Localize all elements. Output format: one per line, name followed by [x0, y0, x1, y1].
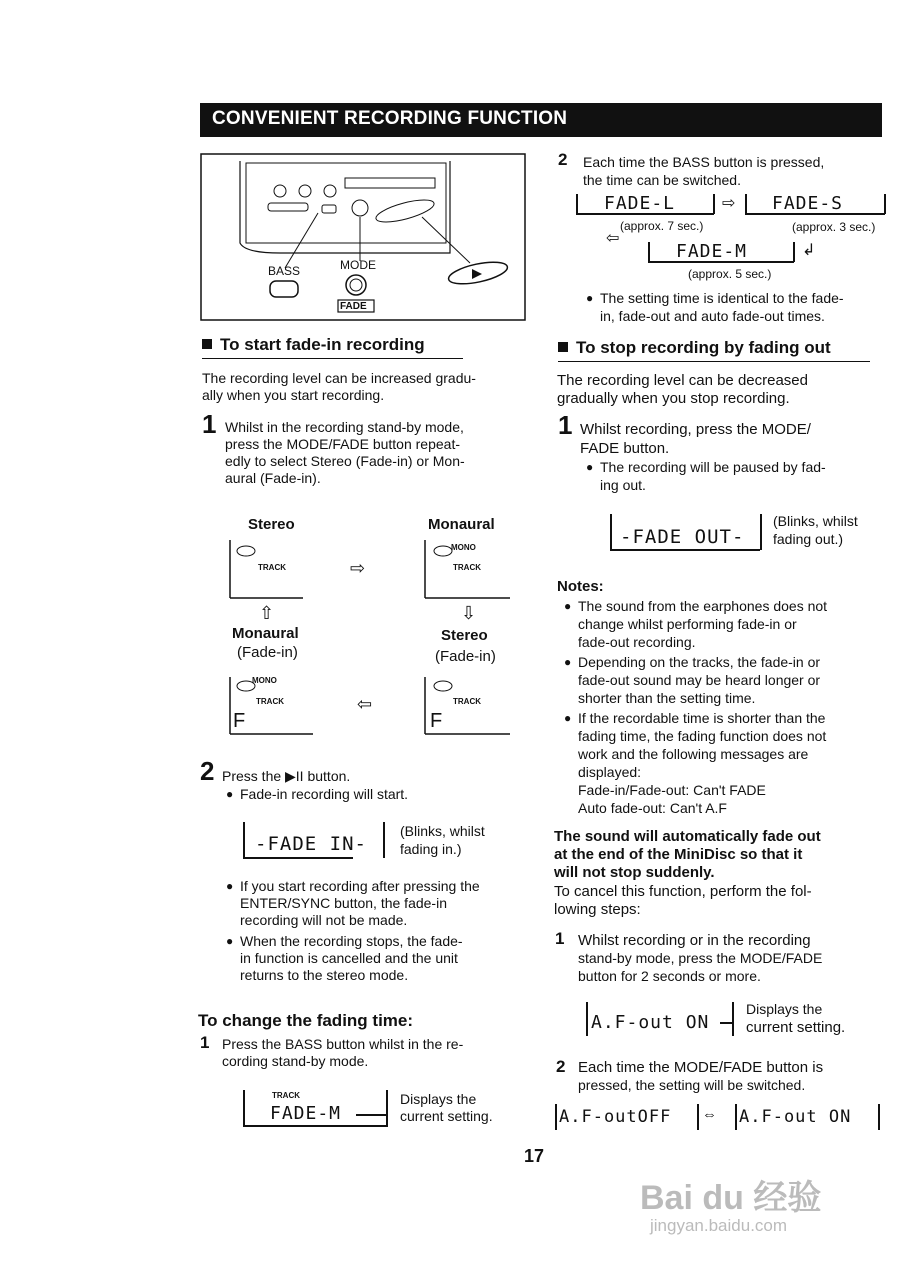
track-label: TRACK	[453, 563, 481, 572]
lcd-fade-m: FADE-M	[676, 241, 748, 262]
cancel-text: lowing steps:	[554, 901, 641, 918]
bullet-text: ● When the recording stops, the fade-	[240, 933, 463, 950]
fade-in-label: (Fade-in)	[237, 644, 298, 661]
bullet-text: ● If you start recording after pressing the	[240, 878, 480, 895]
auto-fade-heading: The sound will automatically fade out	[554, 828, 821, 845]
notes-heading: Notes:	[557, 578, 604, 595]
arrow-up-icon: ⇧	[259, 603, 275, 623]
displays-note: current setting.	[746, 1019, 846, 1036]
lcd-frame	[648, 242, 650, 262]
lcd-frame	[243, 857, 353, 859]
stereo-label: Stereo	[248, 516, 295, 533]
note-text: fade-out recording.	[578, 634, 696, 650]
fade-in-label: (Fade-in)	[435, 648, 496, 665]
pointer-line	[356, 1114, 386, 1116]
bullet-text: ● The setting time is identical to the fade-	[600, 290, 844, 307]
lcd-frame	[732, 1002, 734, 1036]
step-text: Whilst recording or in the recording	[578, 932, 811, 949]
displays-note: current setting.	[400, 1108, 493, 1124]
lcd-frame	[745, 194, 747, 214]
bullet-text: ENTER/SYNC button, the fade-in	[240, 895, 447, 911]
fade-out-intro: gradually when you stop recording.	[557, 390, 790, 407]
lcd-frame	[576, 194, 578, 214]
fade-in-heading: To start fade-in recording	[202, 335, 463, 359]
note-text: displayed:	[578, 764, 642, 780]
step-text: Press the ▶II button.	[222, 768, 351, 784]
watermark-url: jingyan.baidu.com	[650, 1216, 788, 1235]
step-number: 2	[558, 150, 568, 169]
lcd-frame	[760, 514, 762, 550]
arrow-return-icon: ⇦	[606, 230, 620, 247]
fade-in-intro-2: ally when you start recording.	[202, 387, 385, 403]
step-number: 1	[555, 929, 565, 948]
lcd-fade-in: -FADE IN-	[255, 833, 367, 855]
fade-out-intro: The recording level can be decreased	[557, 372, 808, 389]
step-text: press the MODE/FADE button repeat-	[225, 436, 460, 452]
step-text: Whilst in the recording stand-by mode,	[225, 419, 464, 435]
pointer-line	[720, 1022, 734, 1024]
bullet-text: in function is cancelled and the unit	[240, 950, 458, 966]
step-text: aural (Fade-in).	[225, 470, 321, 486]
lcd-fade-out: -FADE OUT-	[620, 526, 745, 548]
lcd-frame	[243, 1090, 245, 1126]
lcd-frame	[610, 549, 760, 551]
step-number: 1	[200, 1033, 210, 1052]
watermark-logo: Bai du 经验	[640, 1179, 822, 1217]
bullet-text: recording will not be made.	[240, 912, 408, 928]
cancel-text: To cancel this function, perform the fol-	[554, 883, 812, 900]
lcd-frame	[793, 242, 795, 262]
displays-note: Displays the	[746, 1001, 823, 1017]
step-text: button for 2 seconds or more.	[578, 968, 761, 984]
lcd-frame	[884, 194, 886, 214]
arrow-right-icon: ⇨	[350, 558, 366, 578]
step-number: 1	[202, 409, 217, 439]
stereo-label: Stereo	[441, 627, 488, 644]
note-text: fading time, the fading function does not	[578, 728, 827, 744]
lcd-frame	[735, 1104, 737, 1130]
step-text: stand-by mode, press the MODE/FADE	[578, 950, 823, 966]
lcd-af-off: A.F-outOFF	[559, 1107, 672, 1127]
arrow-down-icon: ⇩	[461, 603, 477, 623]
bullet-text: ing out.	[600, 477, 646, 493]
note-text: work and the following messages are	[578, 746, 809, 762]
lcd-frame	[697, 1104, 699, 1130]
lcd-fade-m: FADE-M	[270, 1103, 342, 1124]
fade-out-heading: To stop recording by fading out	[558, 338, 870, 362]
blinks-note: (Blinks, whilst	[400, 823, 485, 839]
note-text: Auto fade-out: Can't A.F	[578, 800, 727, 816]
approx-note: (approx. 5 sec.)	[688, 267, 772, 281]
arrow-right-icon: ⇨	[722, 195, 736, 212]
step-text: Each time the BASS button is pressed,	[583, 154, 825, 170]
step-text: edly to select Stereo (Fade-in) or Mon-	[225, 453, 465, 469]
blinks-note: fading out.)	[773, 531, 844, 547]
blinks-note: fading in.)	[400, 841, 462, 857]
step-text: the time can be switched.	[583, 172, 741, 188]
track-label: TRACK	[256, 697, 284, 706]
page-number: 17	[524, 1146, 545, 1166]
lcd-frame	[713, 194, 715, 214]
mono-label: MONO	[451, 543, 476, 552]
bullet-text: ● Fade-in recording will start.	[240, 786, 408, 803]
lcd-frame	[243, 1125, 388, 1127]
step-number: 2	[200, 756, 215, 786]
auto-fade-heading: will not stop suddenly.	[554, 864, 715, 881]
f-indicator: F	[233, 710, 246, 732]
bullet-text: in, fade-out and auto fade-out times.	[600, 308, 825, 324]
f-indicator: F	[430, 710, 443, 732]
step-text: Whilst recording, press the MODE/	[580, 421, 811, 438]
step-number: 1	[558, 410, 573, 440]
displays-note: Displays the	[400, 1091, 477, 1107]
step-number: 2	[556, 1057, 566, 1076]
lcd-frame	[878, 1104, 880, 1130]
fade-in-intro-1: The recording level can be increased gradu-	[202, 370, 476, 386]
monaural-label: Monaural	[428, 516, 495, 533]
lcd-fade-l: FADE-L	[604, 193, 676, 214]
step-text: FADE button.	[580, 440, 670, 457]
lcd-af-on: A.F-out ON	[739, 1107, 852, 1127]
note-text: ● The sound from the earphones does not	[578, 598, 827, 615]
step-text: pressed, the setting will be switched.	[578, 1077, 806, 1093]
arrow-return-icon: ↲	[802, 242, 816, 259]
toggle-arrow-icon: ⇔	[702, 1106, 717, 1123]
step-text: Press the BASS button whilst in the re-	[222, 1036, 464, 1052]
lcd-fade-s: FADE-S	[772, 193, 844, 214]
step-text: Each time the MODE/FADE button is	[578, 1059, 824, 1076]
mode-label: MODE	[340, 258, 376, 272]
blinks-note: (Blinks, whilst	[773, 513, 858, 529]
bullet-text: ● The recording will be paused by fad-	[600, 459, 826, 476]
lcd-frame	[383, 822, 385, 858]
arrow-left-icon: ⇦	[357, 694, 373, 714]
monaural-label: Monaural	[232, 625, 299, 642]
lcd-frame	[243, 822, 245, 858]
bass-label: BASS	[268, 264, 301, 278]
lcd-frame	[610, 514, 612, 550]
mono-label: MONO	[252, 676, 277, 685]
note-text: shorter than the setting time.	[578, 690, 756, 706]
auto-fade-heading: at the end of the MiniDisc so that it	[554, 846, 803, 863]
lcd-af-on: A.F-out ON	[591, 1012, 710, 1033]
bullet-text: returns to the stereo mode.	[240, 967, 409, 983]
note-text: fade-out sound may be heard longer or	[578, 672, 821, 688]
fading-time-heading: To change the fading time:	[198, 1011, 414, 1030]
note-text: ● If the recordable time is shorter than the	[578, 710, 825, 727]
lcd-frame	[386, 1090, 388, 1126]
device-illustration	[200, 153, 526, 321]
track-label: TRACK	[453, 697, 481, 706]
note-text: ● Depending on the tracks, the fade-in or	[578, 654, 820, 671]
track-label: TRACK	[272, 1091, 300, 1100]
track-label: TRACK	[258, 563, 286, 572]
lcd-frame	[586, 1002, 588, 1036]
note-text: Fade-in/Fade-out: Can't FADE	[578, 782, 766, 798]
page-title: CONVENIENT RECORDING FUNCTION	[212, 108, 568, 129]
approx-note: (approx. 7 sec.)	[620, 219, 704, 233]
step-text: cording stand-by mode.	[222, 1053, 369, 1069]
note-text: change whilst performing fade-in or	[578, 616, 797, 632]
fade-label: FADE	[340, 301, 367, 312]
approx-note: (approx. 3 sec.)	[792, 220, 876, 234]
lcd-frame	[555, 1104, 557, 1130]
